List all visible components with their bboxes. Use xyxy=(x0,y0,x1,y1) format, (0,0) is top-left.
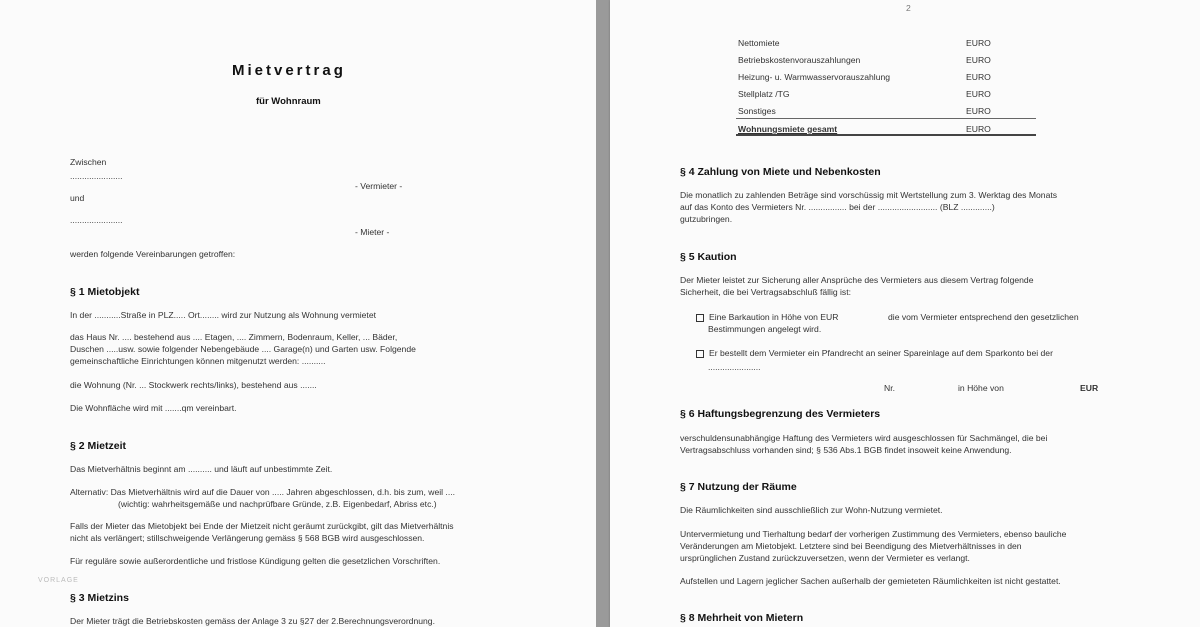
section-4-line: gutzubringen. xyxy=(680,214,733,224)
cost-unit: EURO xyxy=(966,89,991,99)
total-underline xyxy=(736,134,1036,136)
deposit-option-text: Eine Barkaution in Höhe von EUR xyxy=(709,312,839,322)
checkbox-icon xyxy=(696,314,704,322)
section-5-line: Sicherheit, die bei Vertragsabschluß fällig ist: xyxy=(680,287,852,297)
checkbox-icon xyxy=(696,350,704,358)
agreement-text: werden folgende Vereinbarungen getroffen: xyxy=(70,249,236,259)
total-label: Wohnungsmiete gesamt xyxy=(738,124,838,134)
section-6-line: Vertragsabschluss vorhanden sind; § 536 Abs.1 BGB findet insoweit keine Anwendung. xyxy=(680,445,1012,455)
currency-label: EUR xyxy=(1080,383,1099,393)
cost-label: Nettomiete xyxy=(738,38,780,48)
section-2-line: Das Mietverhältnis beginnt am .......... und läuft auf unbestimmte Zeit. xyxy=(70,464,333,474)
cost-unit: EURO xyxy=(966,72,991,82)
section-6-heading: § 6 Haftungsbegrenzung des Vermieters xyxy=(680,408,881,420)
page-gap xyxy=(596,0,610,627)
account-number-label: Nr. xyxy=(884,383,895,393)
cost-label: Heizung- u. Warmwasservorauszahlung xyxy=(738,72,891,82)
section-2-line: (wichtig: wahrheitsgemäße und nachprüfbare Gründe, z.B. Eigenbedarf, Abriss etc.) xyxy=(118,499,437,509)
deposit-option-text: Bestimmungen angelegt wird. xyxy=(708,324,822,334)
section-4-line: Die monatlich zu zahlenden Beträge sind vorschüssig mit Wertstellung zum 3. Werktag des Monats xyxy=(680,190,1058,200)
cost-unit: EURO xyxy=(966,38,991,48)
section-2-line: nicht als verlängert; stillschweigende Verlängerung gemäss § 568 BGB wird ausgeschlossen. xyxy=(70,533,425,543)
document-subtitle: für Wohnraum xyxy=(256,96,321,107)
section-1-line: In der ...........Straße in PLZ..... Ort........ wird zur Nutzung als Wohnung vermietet xyxy=(70,310,376,320)
section-2-line: Alternativ: Das Mietverhältnis wird auf die Dauer von ..... Jahren abgeschlossen, d.h. bis zum, weil .... xyxy=(70,487,455,497)
section-5-heading: § 5 Kaution xyxy=(680,251,737,263)
deposit-option-text: Er bestellt dem Vermieter ein Pfandrecht an seiner Spareinlage auf dem Sparkonto bei der xyxy=(709,348,1053,358)
section-1-line: Die Wohnfläche wird mit .......qm vereinbart. xyxy=(70,403,237,413)
cost-unit: EURO xyxy=(966,106,991,116)
cost-label: Sonstiges xyxy=(738,106,776,116)
and-label: und xyxy=(70,193,85,203)
page-number: 2 xyxy=(906,3,911,13)
section-7-line: Die Räumlichkeiten sind ausschließlich zur Wohn-Nutzung vermietet. xyxy=(680,505,943,515)
section-2-line: Für reguläre sowie außerordentliche und fristlose Kündigung gelten die gesetzlichen Vorschriften. xyxy=(70,556,441,566)
section-3-heading: § 3 Mietzins xyxy=(70,592,129,604)
section-1-line: gemeinschaftliche Einrichtungen können mitgenutzt werden: .......... xyxy=(70,356,326,366)
section-7-line: ursprünglichen Zustand zurückzuversetzen, wenn der Vermieter es verlangt. xyxy=(680,553,970,563)
section-7-line: Untervermietung und Tierhaltung bedarf der vorherigen Zustimmung des Vermieters, ebenso bauliche xyxy=(680,529,1067,539)
document-title: Mietvertrag xyxy=(232,62,346,79)
section-1-heading: § 1 Mietobjekt xyxy=(70,286,140,298)
landlord-blank: ...................... xyxy=(70,171,123,181)
cost-label: Betriebskostenvorauszahlungen xyxy=(738,55,861,65)
page-2 xyxy=(610,0,1200,627)
section-2-heading: § 2 Mietzeit xyxy=(70,440,127,452)
section-1-line: das Haus Nr. .... bestehend aus .... Etagen, .... Zimmern, Bodenraum, Keller, ... Bäder, xyxy=(70,332,398,342)
section-1-line: die Wohnung (Nr. ... Stockwerk rechts/links), bestehend aus ....... xyxy=(70,380,317,390)
between-label: Zwischen xyxy=(70,157,107,167)
section-4-line: auf das Konto des Vermieters Nr. ................ bei der ......................... (BLZ .............) xyxy=(680,202,995,212)
cost-unit: EURO xyxy=(966,55,991,65)
section-8-heading: § 8 Mehrheit von Mietern xyxy=(680,612,804,624)
total-unit: EURO xyxy=(966,124,991,134)
section-7-line: Aufstellen und Lagern jeglicher Sachen außerhalb der gemieteten Räumlichkeiten ist nicht gestattet. xyxy=(680,576,1061,586)
amount-label: in Höhe von xyxy=(958,383,1004,393)
section-2-line: Falls der Mieter das Mietobjekt bei Ende der Mietzeit nicht geräumt zurückgibt, gilt das Mietverhältnis xyxy=(70,521,454,531)
total-separator xyxy=(736,118,1036,119)
deposit-option-cash xyxy=(696,312,838,322)
section-3-line: Der Mieter trägt die Betriebskosten gemäss der Anlage 3 zu §27 der 2.Berechnungsverordnung. xyxy=(70,616,435,626)
page-1 xyxy=(0,0,596,627)
section-1-line: Duschen .....usw. sowie folgender Nebengebäude .... Garage(n) und Garten usw. Folgende xyxy=(70,344,416,354)
watermark: VORLAGE xyxy=(38,577,79,584)
cost-label: Stellplatz /TG xyxy=(738,89,790,99)
landlord-label: - Vermieter - xyxy=(355,181,403,191)
section-5-line: Der Mieter leistet zur Sicherung aller Ansprüche des Vermieters aus diesem Vertrag folgende xyxy=(680,275,1034,285)
section-6-line: verschuldensunabhängige Haftung des Vermieters wird ausgeschlossen für Sachmängel, die bei xyxy=(680,433,1048,443)
section-7-line: Veränderungen am Mietobjekt. Letztere sind bei Beendigung des Mietverhältnisses in den xyxy=(680,541,1022,551)
section-4-heading: § 4 Zahlung von Miete und Nebenkosten xyxy=(680,166,881,178)
tenant-label: - Mieter - xyxy=(355,227,390,237)
tenant-blank: ...................... xyxy=(70,215,123,225)
deposit-option-pledge xyxy=(696,348,1053,358)
section-7-heading: § 7 Nutzung der Räume xyxy=(680,481,797,493)
deposit-option-text: die vom Vermieter entsprechend den gesetzlichen xyxy=(888,312,1079,322)
account-blank: ...................... xyxy=(708,362,761,372)
